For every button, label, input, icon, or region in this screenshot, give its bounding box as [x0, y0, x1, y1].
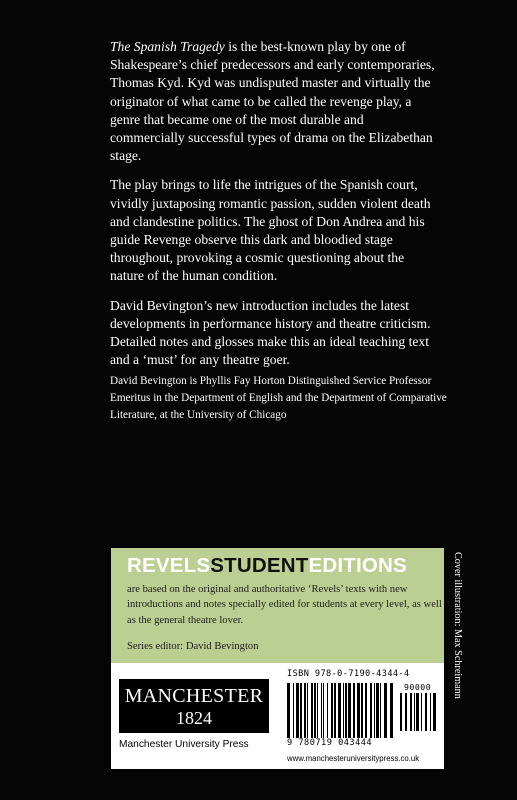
cover-credit: [450, 552, 464, 792]
series-logo-revels: REVELS: [127, 554, 211, 577]
barcode: [287, 683, 395, 738]
series-editor: Series editor: David Bevington: [127, 641, 259, 652]
publisher-panel: [111, 663, 444, 769]
series-logo-student: STUDENT: [210, 554, 309, 577]
publisher-logo-year: 1824: [176, 708, 212, 728]
editor-bio: David Bevington is Phyllis Fay Horton Distinguished Service Professor Emeritus in the Department of English and the Department of Comparative Literature, at the University of Chicago: [110, 375, 447, 421]
series-logo-editions: EDITIONS: [308, 554, 407, 577]
publisher-url: www.manchesteruniversitypress.co.uk: [287, 754, 420, 763]
blurb-paragraph-2: The play brings to life the intrigues of the Spanish court, vividly juxtaposing romantic passion, sudden violent death and clandestine politics. The ghost of Don Andrea and his guide Revenge observe this dark and bloodied stage throughout, provoking a cosmic questioning about the nature of the human condition.: [110, 177, 431, 284]
isbn-text: ISBN 978-0-7190-4344-4: [287, 669, 410, 679]
publisher-name: Manchester University Press: [119, 739, 249, 750]
blurb-paragraph-3: David Bevington’s new introduction includes the latest developments in performance history and theatre criticism. Detailed notes and glosses make this an ideal teaching text and a ‘must’ for any theatre goer.: [110, 297, 431, 368]
series-description: are based on the original and authoritative ‘Revels’ texts with new introductions and notes specially edited for students at every level, as well as the general theatre lover.: [127, 584, 442, 626]
series-logo: [127, 554, 407, 578]
blurb-paragraph-1: [110, 38, 440, 165]
barcode-addon: [400, 693, 438, 731]
series-panel: [111, 548, 444, 663]
play-title: The Spanish Tragedy: [110, 39, 225, 54]
cover-credit-text: Cover illustration: Max Schreimann: [452, 552, 463, 699]
barcode-digits: 9 780719 043444: [287, 738, 373, 748]
publisher-logo-name: MANCHESTER: [124, 685, 264, 707]
blurb-paragraph-1-text: is the best-known play by one of Shakespeare’s chief predecessors and early contemporaries, Thomas Kyd. Kyd was undisputed master and virtually the originator of what came to be called the revenge play, a genre that became one of the most durable and commercially successful types of drama on the Elizabethan stage.: [110, 39, 435, 164]
barcode-addon-digits: 90000: [404, 682, 432, 692]
publisher-logo: [119, 679, 269, 733]
blurb: [110, 38, 440, 380]
